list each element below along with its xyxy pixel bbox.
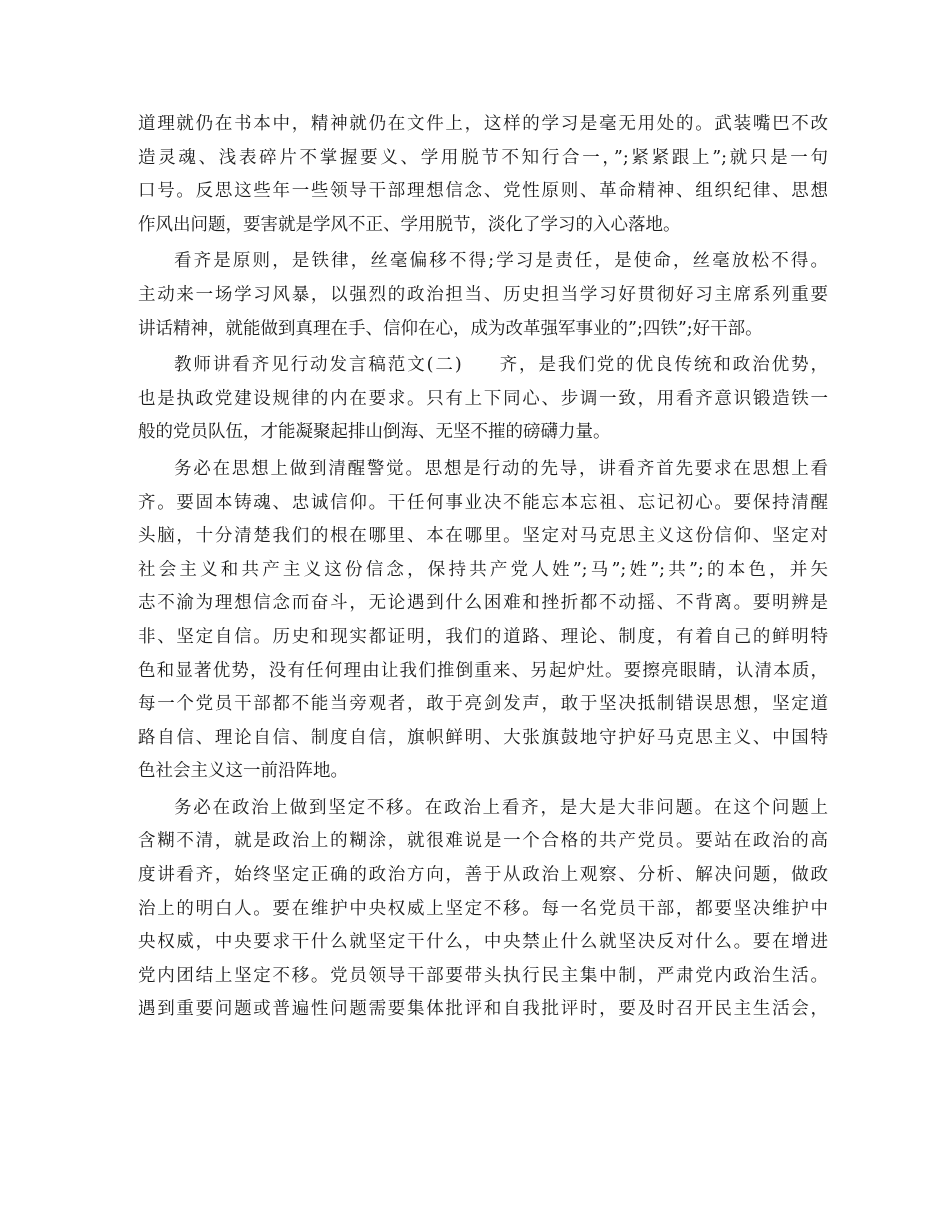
text-line: 非、坚定自信。历史和现实都证明，我们的道路、理论、制度，有着自己的鲜明特 — [138, 626, 828, 647]
text-line: 讲话精神，就能做到真理在手、信仰在心，成为改革强军事业的”;四铁”;好干部。 — [138, 318, 763, 339]
text-line: 党内团结上坚定不移。党员领导干部要带头执行民主集中制，严肃党内政治生活。 — [138, 965, 828, 986]
text-line: 色社会主义这一前沿阵地。 — [138, 761, 348, 782]
text-line: 齐。要固本铸魂、忠诚信仰。干任何事业决不能忘本忘祖、忘记初心。要保持清醒 — [138, 492, 828, 513]
text-line: 作风出问题，要害就是学风不正、学用脱节，淡化了学习的入心落地。 — [138, 214, 681, 235]
text-line: 务必在政治上做到坚定不移。在政治上看齐，是大是大非问题。在这个问题上 — [174, 797, 828, 818]
document-body — [138, 108, 828, 1030]
text-line: 般的党员队伍，才能凝聚起排山倒海、无坚不摧的磅礴力量。 — [138, 422, 611, 443]
text-line: 主动来一场学习风暴，以强烈的政治担当、历史担当学习好贯彻好习主席系列重要 — [138, 284, 828, 305]
paragraph-5 — [138, 792, 828, 1027]
text-line: 社会主义和共产主义这份信念，保持共产党人姓”;马”;姓”;共”;的本色，并矢 — [138, 559, 828, 580]
text-line: 志不渝为理想信念而奋斗，无论遇到什么困难和挫折都不动摇、不背离。要明辨是 — [138, 593, 828, 614]
text-line: 道理就仍在书本中，精神就仍在文件上，这样的学习是毫无用处的。武装嘴巴不改 — [138, 114, 828, 134]
text-line: 央权威，中央要求干什么就坚定干什么，中央禁止什么就坚决反对什么。要在增进 — [138, 932, 828, 953]
text-line: 遇到重要问题或普遍性问题需要集体批评和自我批评时，要及时召开民主生活会， — [138, 999, 828, 1020]
paragraph-1 — [138, 108, 828, 242]
text-line: 路自信、理论自信、制度自信，旗帜鲜明、大张旗鼓地守护好马克思主义、中国特 — [138, 727, 828, 748]
text-line: 色和显著优势，没有任何理由让我们推倒重来、另起炉灶。要擦亮眼睛，认清本质， — [138, 660, 828, 681]
text-line: 务必在思想上做到清醒警觉。思想是行动的先导，讲看齐首先要求在思想上看 — [174, 458, 828, 479]
text-line: 造灵魂、浅表碎片不掌握要义、学用脱节不知行合一，”;紧紧跟上”;就只是一句 — [138, 147, 828, 168]
text-run: 齐，是我们党的优良传统和政治优势， — [497, 355, 829, 376]
text-line: 也是执政党建设规律的内在要求。只有上下同心、步调一致，用看齐意识锻造铁一 — [138, 388, 828, 409]
text-line: 每一个党员干部都不能当旁观者，敢于亮剑发声，敢于坚决抵制错误思想，坚定道 — [138, 694, 828, 715]
text-line: 含糊不清，就是政治上的糊涂，就很难说是一个合格的共产党员。要站在政治的高 — [138, 831, 828, 852]
text-line: 口号。反思这些年一些领导干部理想信念、党性原则、革命精神、组织纪律、思想 — [138, 181, 828, 202]
text-line — [138, 349, 828, 383]
paragraph-3 — [138, 349, 828, 450]
text-line: 度讲看齐，始终坚定正确的政治方向，善于从政治上观察、分析、解决问题，做政 — [138, 865, 828, 886]
section-heading: 教师讲看齐见行动发言稿范文(二) — [174, 355, 462, 376]
paragraph-2 — [138, 245, 828, 346]
text-line: 看齐是原则，是铁律，丝毫偏移不得;学习是责任，是使命，丝毫放松不得。 — [174, 251, 828, 272]
text-line: 治上的明白人。要在维护中央权威上坚定不移。每一名党员干部，都要坚决维护中 — [138, 898, 828, 919]
text-line: 头脑，十分清楚我们的根在哪里、本在哪里。坚定对马克思主义这份信仰、坚定对 — [138, 526, 828, 547]
paragraph-4 — [138, 453, 828, 789]
